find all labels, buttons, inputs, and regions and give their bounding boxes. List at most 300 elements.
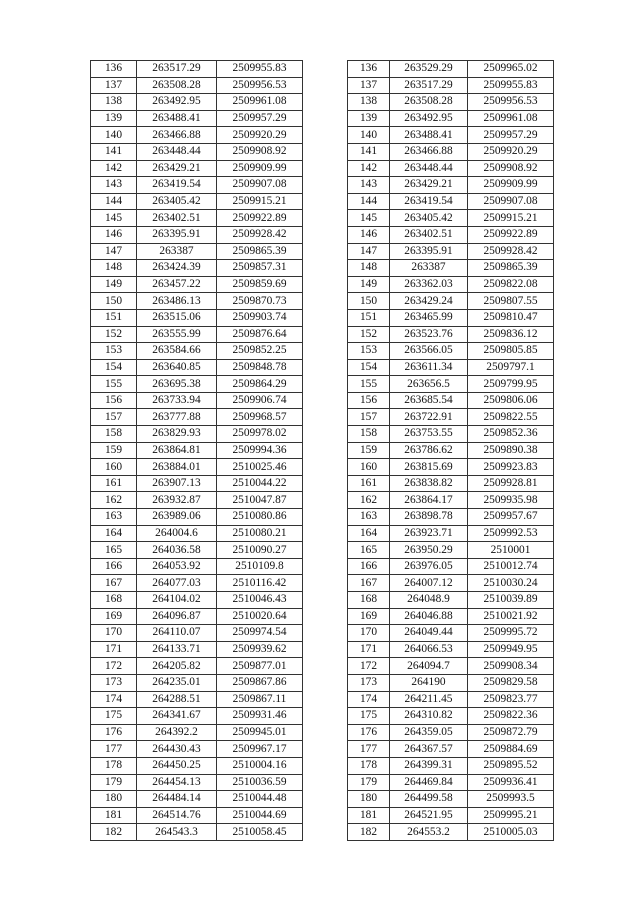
table-row	[91, 608, 303, 625]
x-coordinate-cell: 263529.29	[390, 61, 468, 78]
y-coordinate-cell: 2510044.48	[217, 791, 303, 808]
point-number-cell: 175	[348, 708, 390, 725]
table-row	[348, 608, 554, 625]
x-coordinate-cell: 263448.44	[390, 160, 468, 177]
y-coordinate-cell: 2509920.29	[217, 127, 303, 144]
y-coordinate-cell: 2509797.1	[468, 359, 554, 376]
point-number-cell: 147	[348, 243, 390, 260]
x-coordinate-cell: 264007.12	[390, 575, 468, 592]
point-number-cell: 159	[348, 442, 390, 459]
point-number-cell: 169	[91, 608, 137, 625]
table-row	[348, 741, 554, 758]
y-coordinate-cell: 2509822.08	[468, 276, 554, 293]
table-row	[91, 226, 303, 243]
point-number-cell: 171	[348, 641, 390, 658]
point-number-cell: 150	[348, 293, 390, 310]
point-number-cell: 143	[91, 177, 137, 194]
y-coordinate-cell: 2509852.25	[217, 343, 303, 360]
y-coordinate-cell: 2509822.36	[468, 708, 554, 725]
x-coordinate-cell: 264211.45	[390, 691, 468, 708]
y-coordinate-cell: 2510020.64	[217, 608, 303, 625]
x-coordinate-cell: 264399.31	[390, 757, 468, 774]
y-coordinate-cell: 2509829.58	[468, 674, 554, 691]
y-coordinate-cell: 2509822.55	[468, 409, 554, 426]
point-number-cell: 170	[348, 625, 390, 642]
point-number-cell: 168	[91, 592, 137, 609]
x-coordinate-cell: 263387	[390, 260, 468, 277]
y-coordinate-cell: 2510046.43	[217, 592, 303, 609]
table-row	[348, 61, 554, 78]
table-row	[348, 243, 554, 260]
y-coordinate-cell: 2509799.95	[468, 376, 554, 393]
table-row	[348, 724, 554, 741]
point-number-cell: 151	[348, 309, 390, 326]
y-coordinate-cell: 2509857.31	[217, 260, 303, 277]
table-row	[91, 392, 303, 409]
y-coordinate-cell: 2509915.21	[468, 210, 554, 227]
x-coordinate-cell: 264046.88	[390, 608, 468, 625]
x-coordinate-cell: 264392.2	[137, 724, 217, 741]
point-number-cell: 179	[348, 774, 390, 791]
point-number-cell: 146	[91, 226, 137, 243]
point-number-cell: 162	[91, 492, 137, 509]
x-coordinate-cell: 264310.82	[390, 708, 468, 725]
table-row	[348, 658, 554, 675]
table-row	[91, 641, 303, 658]
x-coordinate-cell: 263815.69	[390, 459, 468, 476]
table-row	[348, 193, 554, 210]
table-row	[348, 226, 554, 243]
x-coordinate-cell: 263424.39	[137, 260, 217, 277]
table-row	[348, 509, 554, 526]
point-number-cell: 147	[91, 243, 137, 260]
x-coordinate-cell: 263829.93	[137, 426, 217, 443]
table-row	[91, 260, 303, 277]
point-number-cell: 153	[348, 343, 390, 360]
x-coordinate-cell: 263387	[137, 243, 217, 260]
y-coordinate-cell: 2509957.67	[468, 509, 554, 526]
point-number-cell: 143	[348, 177, 390, 194]
table-row	[348, 409, 554, 426]
point-number-cell: 150	[91, 293, 137, 310]
x-coordinate-cell: 263898.78	[390, 509, 468, 526]
y-coordinate-cell: 2509807.55	[468, 293, 554, 310]
x-coordinate-cell: 263555.99	[137, 326, 217, 343]
x-coordinate-cell: 263611.34	[390, 359, 468, 376]
table-row	[348, 442, 554, 459]
x-coordinate-cell: 263695.38	[137, 376, 217, 393]
point-number-cell: 172	[91, 658, 137, 675]
table-row	[348, 708, 554, 725]
point-number-cell: 173	[91, 674, 137, 691]
y-coordinate-cell: 2509922.89	[217, 210, 303, 227]
x-coordinate-cell: 263640.85	[137, 359, 217, 376]
point-number-cell: 177	[91, 741, 137, 758]
point-number-cell: 151	[91, 309, 137, 326]
point-number-cell: 139	[348, 110, 390, 127]
y-coordinate-cell: 2510012.74	[468, 558, 554, 575]
y-coordinate-cell: 2509909.99	[217, 160, 303, 177]
y-coordinate-cell: 2509936.41	[468, 774, 554, 791]
table-row	[91, 61, 303, 78]
x-coordinate-cell: 264104.02	[137, 592, 217, 609]
table-row	[348, 376, 554, 393]
point-number-cell: 163	[91, 509, 137, 526]
x-coordinate-cell: 263465.99	[390, 309, 468, 326]
x-coordinate-cell: 263923.71	[390, 525, 468, 542]
x-coordinate-cell: 263838.82	[390, 475, 468, 492]
y-coordinate-cell: 2509865.39	[217, 243, 303, 260]
table-row	[348, 127, 554, 144]
point-number-cell: 157	[348, 409, 390, 426]
table-row	[91, 708, 303, 725]
y-coordinate-cell: 2510109.8	[217, 558, 303, 575]
y-coordinate-cell: 2509920.29	[468, 143, 554, 160]
table-row	[91, 442, 303, 459]
table-row	[348, 359, 554, 376]
x-coordinate-cell: 264341.67	[137, 708, 217, 725]
x-coordinate-cell: 263488.41	[137, 110, 217, 127]
y-coordinate-cell: 2509806.06	[468, 392, 554, 409]
point-number-cell: 160	[348, 459, 390, 476]
table-row	[348, 757, 554, 774]
table-row	[348, 492, 554, 509]
point-number-cell: 162	[348, 492, 390, 509]
x-coordinate-cell: 264235.01	[137, 674, 217, 691]
y-coordinate-cell: 2509867.11	[217, 691, 303, 708]
x-coordinate-cell: 263907.13	[137, 475, 217, 492]
y-coordinate-cell: 2510005.03	[468, 824, 554, 841]
y-coordinate-cell: 2509859.69	[217, 276, 303, 293]
x-coordinate-cell: 264553.2	[390, 824, 468, 841]
point-number-cell: 165	[348, 542, 390, 559]
point-number-cell: 164	[348, 525, 390, 542]
point-number-cell: 176	[91, 724, 137, 741]
y-coordinate-cell: 2509945.01	[217, 724, 303, 741]
coordinate-table-right	[347, 60, 554, 841]
x-coordinate-cell: 263523.76	[390, 326, 468, 343]
x-coordinate-cell: 263402.51	[390, 226, 468, 243]
y-coordinate-cell: 2509931.46	[217, 708, 303, 725]
x-coordinate-cell: 264514.76	[137, 807, 217, 824]
table-row	[91, 326, 303, 343]
point-number-cell: 140	[348, 127, 390, 144]
table-row	[348, 309, 554, 326]
x-coordinate-cell: 264004.6	[137, 525, 217, 542]
table-row	[348, 110, 554, 127]
point-number-cell: 149	[348, 276, 390, 293]
y-coordinate-cell: 2509810.47	[468, 309, 554, 326]
y-coordinate-cell: 2510058.45	[217, 824, 303, 841]
point-number-cell: 138	[348, 94, 390, 111]
table-row	[348, 293, 554, 310]
y-coordinate-cell: 2509848.78	[217, 359, 303, 376]
table-row	[91, 193, 303, 210]
y-coordinate-cell: 2509870.73	[217, 293, 303, 310]
y-coordinate-cell: 2509965.02	[468, 61, 554, 78]
y-coordinate-cell: 2509961.08	[217, 94, 303, 111]
x-coordinate-cell: 264469.84	[390, 774, 468, 791]
y-coordinate-cell: 2509956.53	[468, 94, 554, 111]
y-coordinate-cell: 2509872.79	[468, 724, 554, 741]
table-row	[348, 177, 554, 194]
y-coordinate-cell: 2509836.12	[468, 326, 554, 343]
y-coordinate-cell: 2509949.95	[468, 641, 554, 658]
table-row	[348, 774, 554, 791]
table-row	[348, 641, 554, 658]
y-coordinate-cell: 2509935.98	[468, 492, 554, 509]
y-coordinate-cell: 2509961.08	[468, 110, 554, 127]
x-coordinate-cell: 263362.03	[390, 276, 468, 293]
table-row	[91, 791, 303, 808]
y-coordinate-cell: 2509922.89	[468, 226, 554, 243]
table-row	[91, 343, 303, 360]
table-row	[91, 757, 303, 774]
point-number-cell: 165	[91, 542, 137, 559]
point-number-cell: 161	[348, 475, 390, 492]
point-number-cell: 142	[348, 160, 390, 177]
y-coordinate-cell: 2509967.17	[217, 741, 303, 758]
point-number-cell: 137	[348, 77, 390, 94]
point-number-cell: 139	[91, 110, 137, 127]
y-coordinate-cell: 2509907.08	[468, 193, 554, 210]
x-coordinate-cell: 263429.21	[390, 177, 468, 194]
point-number-cell: 175	[91, 708, 137, 725]
x-coordinate-cell: 263508.28	[390, 94, 468, 111]
x-coordinate-cell: 263864.17	[390, 492, 468, 509]
x-coordinate-cell: 264430.43	[137, 741, 217, 758]
point-number-cell: 166	[91, 558, 137, 575]
point-number-cell: 144	[348, 193, 390, 210]
x-coordinate-cell: 264543.3	[137, 824, 217, 841]
x-coordinate-cell: 263566.05	[390, 343, 468, 360]
point-number-cell: 161	[91, 475, 137, 492]
x-coordinate-cell: 264367.57	[390, 741, 468, 758]
table-row	[91, 824, 303, 841]
table-row	[91, 210, 303, 227]
point-number-cell: 174	[91, 691, 137, 708]
y-coordinate-cell: 2509957.29	[217, 110, 303, 127]
table-row	[348, 260, 554, 277]
point-number-cell: 160	[91, 459, 137, 476]
x-coordinate-cell: 263419.54	[390, 193, 468, 210]
y-coordinate-cell: 2510044.69	[217, 807, 303, 824]
y-coordinate-cell: 2509865.39	[468, 260, 554, 277]
point-number-cell: 178	[91, 757, 137, 774]
point-number-cell: 141	[91, 143, 137, 160]
table-row	[91, 376, 303, 393]
table-row	[348, 558, 554, 575]
y-coordinate-cell: 2509823.77	[468, 691, 554, 708]
x-coordinate-cell: 263753.55	[390, 426, 468, 443]
y-coordinate-cell: 2510004.16	[217, 757, 303, 774]
table-row	[348, 343, 554, 360]
x-coordinate-cell: 263884.01	[137, 459, 217, 476]
point-number-cell: 155	[348, 376, 390, 393]
x-coordinate-cell: 263777.88	[137, 409, 217, 426]
point-number-cell: 154	[91, 359, 137, 376]
x-coordinate-cell: 263517.29	[137, 61, 217, 78]
point-number-cell: 159	[91, 442, 137, 459]
x-coordinate-cell: 264066.53	[390, 641, 468, 658]
x-coordinate-cell: 263492.95	[137, 94, 217, 111]
table-row	[348, 143, 554, 160]
point-number-cell: 136	[348, 61, 390, 78]
table-row	[91, 575, 303, 592]
y-coordinate-cell: 2509907.08	[217, 177, 303, 194]
y-coordinate-cell: 2509956.53	[217, 77, 303, 94]
x-coordinate-cell: 263457.22	[137, 276, 217, 293]
point-number-cell: 168	[348, 592, 390, 609]
point-number-cell: 158	[348, 426, 390, 443]
y-coordinate-cell: 2509939.62	[217, 641, 303, 658]
y-coordinate-cell: 2510001	[468, 542, 554, 559]
table-row	[348, 94, 554, 111]
point-number-cell: 180	[348, 791, 390, 808]
point-number-cell: 174	[348, 691, 390, 708]
y-coordinate-cell: 2509957.29	[468, 127, 554, 144]
y-coordinate-cell: 2509978.02	[217, 426, 303, 443]
point-number-cell: 170	[91, 625, 137, 642]
y-coordinate-cell: 2509805.85	[468, 343, 554, 360]
table-row	[91, 459, 303, 476]
x-coordinate-cell: 263395.91	[390, 243, 468, 260]
y-coordinate-cell: 2509895.52	[468, 757, 554, 774]
x-coordinate-cell: 263932.87	[137, 492, 217, 509]
point-number-cell: 163	[348, 509, 390, 526]
point-number-cell: 176	[348, 724, 390, 741]
point-number-cell: 156	[348, 392, 390, 409]
x-coordinate-cell: 263950.29	[390, 542, 468, 559]
table-row	[91, 674, 303, 691]
x-coordinate-cell: 263492.95	[390, 110, 468, 127]
x-coordinate-cell: 263402.51	[137, 210, 217, 227]
y-coordinate-cell: 2509877.01	[217, 658, 303, 675]
x-coordinate-cell: 263989.06	[137, 509, 217, 526]
point-number-cell: 148	[348, 260, 390, 277]
table-row	[348, 674, 554, 691]
table-row	[91, 658, 303, 675]
table-row	[348, 326, 554, 343]
y-coordinate-cell: 2509923.83	[468, 459, 554, 476]
y-coordinate-cell: 2510047.87	[217, 492, 303, 509]
y-coordinate-cell: 2509928.42	[217, 226, 303, 243]
table-row	[348, 475, 554, 492]
y-coordinate-cell: 2509903.74	[217, 309, 303, 326]
y-coordinate-cell: 2509955.83	[217, 61, 303, 78]
y-coordinate-cell: 2510021.92	[468, 608, 554, 625]
point-number-cell: 181	[348, 807, 390, 824]
point-number-cell: 142	[91, 160, 137, 177]
y-coordinate-cell: 2509908.34	[468, 658, 554, 675]
point-number-cell: 167	[348, 575, 390, 592]
point-number-cell: 140	[91, 127, 137, 144]
table-row	[91, 293, 303, 310]
y-coordinate-cell: 2510030.24	[468, 575, 554, 592]
y-coordinate-cell: 2509955.83	[468, 77, 554, 94]
x-coordinate-cell: 263419.54	[137, 177, 217, 194]
x-coordinate-cell: 264288.51	[137, 691, 217, 708]
y-coordinate-cell: 2509884.69	[468, 741, 554, 758]
x-coordinate-cell: 264499.58	[390, 791, 468, 808]
table-row	[91, 409, 303, 426]
x-coordinate-cell: 263976.05	[390, 558, 468, 575]
y-coordinate-cell: 2509928.81	[468, 475, 554, 492]
point-number-cell: 146	[348, 226, 390, 243]
x-coordinate-cell: 264096.87	[137, 608, 217, 625]
point-number-cell: 158	[91, 426, 137, 443]
point-number-cell: 138	[91, 94, 137, 111]
table-row	[348, 392, 554, 409]
x-coordinate-cell: 264190	[390, 674, 468, 691]
point-number-cell: 157	[91, 409, 137, 426]
x-coordinate-cell: 264094.7	[390, 658, 468, 675]
table-row	[348, 459, 554, 476]
x-coordinate-cell: 263395.91	[137, 226, 217, 243]
table-row	[91, 94, 303, 111]
x-coordinate-cell: 264205.82	[137, 658, 217, 675]
y-coordinate-cell: 2510080.21	[217, 525, 303, 542]
point-number-cell: 182	[348, 824, 390, 841]
table-row	[91, 426, 303, 443]
x-coordinate-cell: 263733.94	[137, 392, 217, 409]
x-coordinate-cell: 263466.88	[137, 127, 217, 144]
table-row	[348, 160, 554, 177]
table-row	[91, 807, 303, 824]
y-coordinate-cell: 2510039.89	[468, 592, 554, 609]
point-number-cell: 171	[91, 641, 137, 658]
x-coordinate-cell: 264048.9	[390, 592, 468, 609]
table-row	[91, 525, 303, 542]
x-coordinate-cell: 264454.13	[137, 774, 217, 791]
table-row	[91, 359, 303, 376]
table-row	[348, 525, 554, 542]
table-row	[91, 774, 303, 791]
y-coordinate-cell: 2509974.54	[217, 625, 303, 642]
coordinate-table-left	[90, 60, 303, 841]
y-coordinate-cell: 2509852.36	[468, 426, 554, 443]
y-coordinate-cell: 2509906.74	[217, 392, 303, 409]
table-row	[91, 741, 303, 758]
table-row	[91, 724, 303, 741]
x-coordinate-cell: 263429.21	[137, 160, 217, 177]
table-row	[91, 509, 303, 526]
table-row	[348, 592, 554, 609]
point-number-cell: 167	[91, 575, 137, 592]
y-coordinate-cell: 2509908.92	[468, 160, 554, 177]
point-number-cell: 152	[348, 326, 390, 343]
x-coordinate-cell: 263405.42	[390, 210, 468, 227]
x-coordinate-cell: 263405.42	[137, 193, 217, 210]
x-coordinate-cell: 264049.44	[390, 625, 468, 642]
x-coordinate-cell: 263786.62	[390, 442, 468, 459]
y-coordinate-cell: 2509867.86	[217, 674, 303, 691]
table-row	[348, 691, 554, 708]
y-coordinate-cell: 2509908.92	[217, 143, 303, 160]
x-coordinate-cell: 263722.91	[390, 409, 468, 426]
table-row	[91, 558, 303, 575]
point-number-cell: 164	[91, 525, 137, 542]
y-coordinate-cell: 2509992.53	[468, 525, 554, 542]
x-coordinate-cell: 264077.03	[137, 575, 217, 592]
point-number-cell: 149	[91, 276, 137, 293]
x-coordinate-cell: 264133.71	[137, 641, 217, 658]
x-coordinate-cell: 263656.5	[390, 376, 468, 393]
point-number-cell: 145	[91, 210, 137, 227]
x-coordinate-cell: 263488.41	[390, 127, 468, 144]
y-coordinate-cell: 2509994.36	[217, 442, 303, 459]
x-coordinate-cell: 263864.81	[137, 442, 217, 459]
